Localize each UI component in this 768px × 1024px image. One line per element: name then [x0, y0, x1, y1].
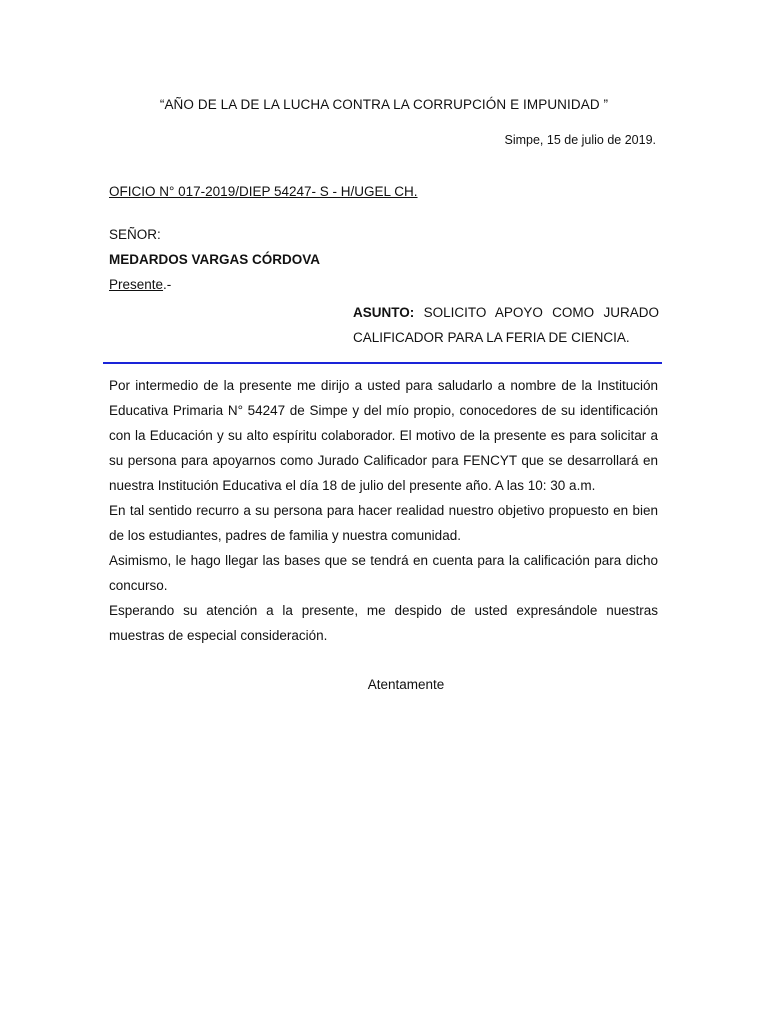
- subject-block: [353, 300, 659, 350]
- body-paragraph-4: Esperando su atención a la presente, me despido de usted expresándole nuestras muestras de especial consideración.: [109, 603, 658, 643]
- letter-date: Simpe, 15 de julio de 2019.: [504, 133, 656, 147]
- blue-divider: [103, 362, 662, 364]
- presente-word: Presente: [109, 277, 164, 292]
- letter-body: [109, 373, 658, 648]
- salutation: SEÑOR:: [109, 227, 161, 242]
- subject-text-1: SOLICITO APOYO COMO JURADO: [423, 305, 659, 320]
- year-motto: “AÑO DE LA DE LA LUCHA CONTRA LA CORRUPCIÓN E IMPUNIDAD ”: [159, 97, 609, 112]
- body-paragraph-1: Por intermedio de la presente me dirijo a usted para saludarlo a nombre de la Institución Educativa Primaria N° 54247 de Simpe y del mío propio, conocedores de su identificación con la Educación y su alto espíritu colaborador. El motivo de la presente es para solicitar a su persona para apoyarnos como Jurado Calificador para FENCYT que se desarrollará en nuestra Institución Educativa el día 18 de julio del presente año. A las 10: 30 a.m.: [109, 378, 658, 493]
- body-paragraph-3: Asimismo, le hago llegar las bases que se tendrá en cuenta para la calificación para dicho concurso.: [109, 553, 658, 593]
- closing-line: Atentamente: [367, 677, 445, 692]
- body-paragraph-2: En tal sentido recurro a su persona para hacer realidad nuestro objetivo propuesto en bien de los estudiantes, padres de familia y nuestra comunidad.: [109, 503, 658, 543]
- presente-line: [109, 277, 171, 292]
- subject-line-2: CALIFICADOR PARA LA FERIA DE CIENCIA.: [353, 330, 630, 345]
- recipient-name: MEDARDOS VARGAS CÓRDOVA: [109, 252, 321, 267]
- presente-suffix: .-: [163, 277, 172, 292]
- oficio-number: OFICIO N° 017-2019/DIEP 54247- S - H/UGEL CH.: [109, 184, 418, 199]
- subject-line-1: [353, 300, 659, 325]
- subject-label: ASUNTO:: [353, 305, 415, 320]
